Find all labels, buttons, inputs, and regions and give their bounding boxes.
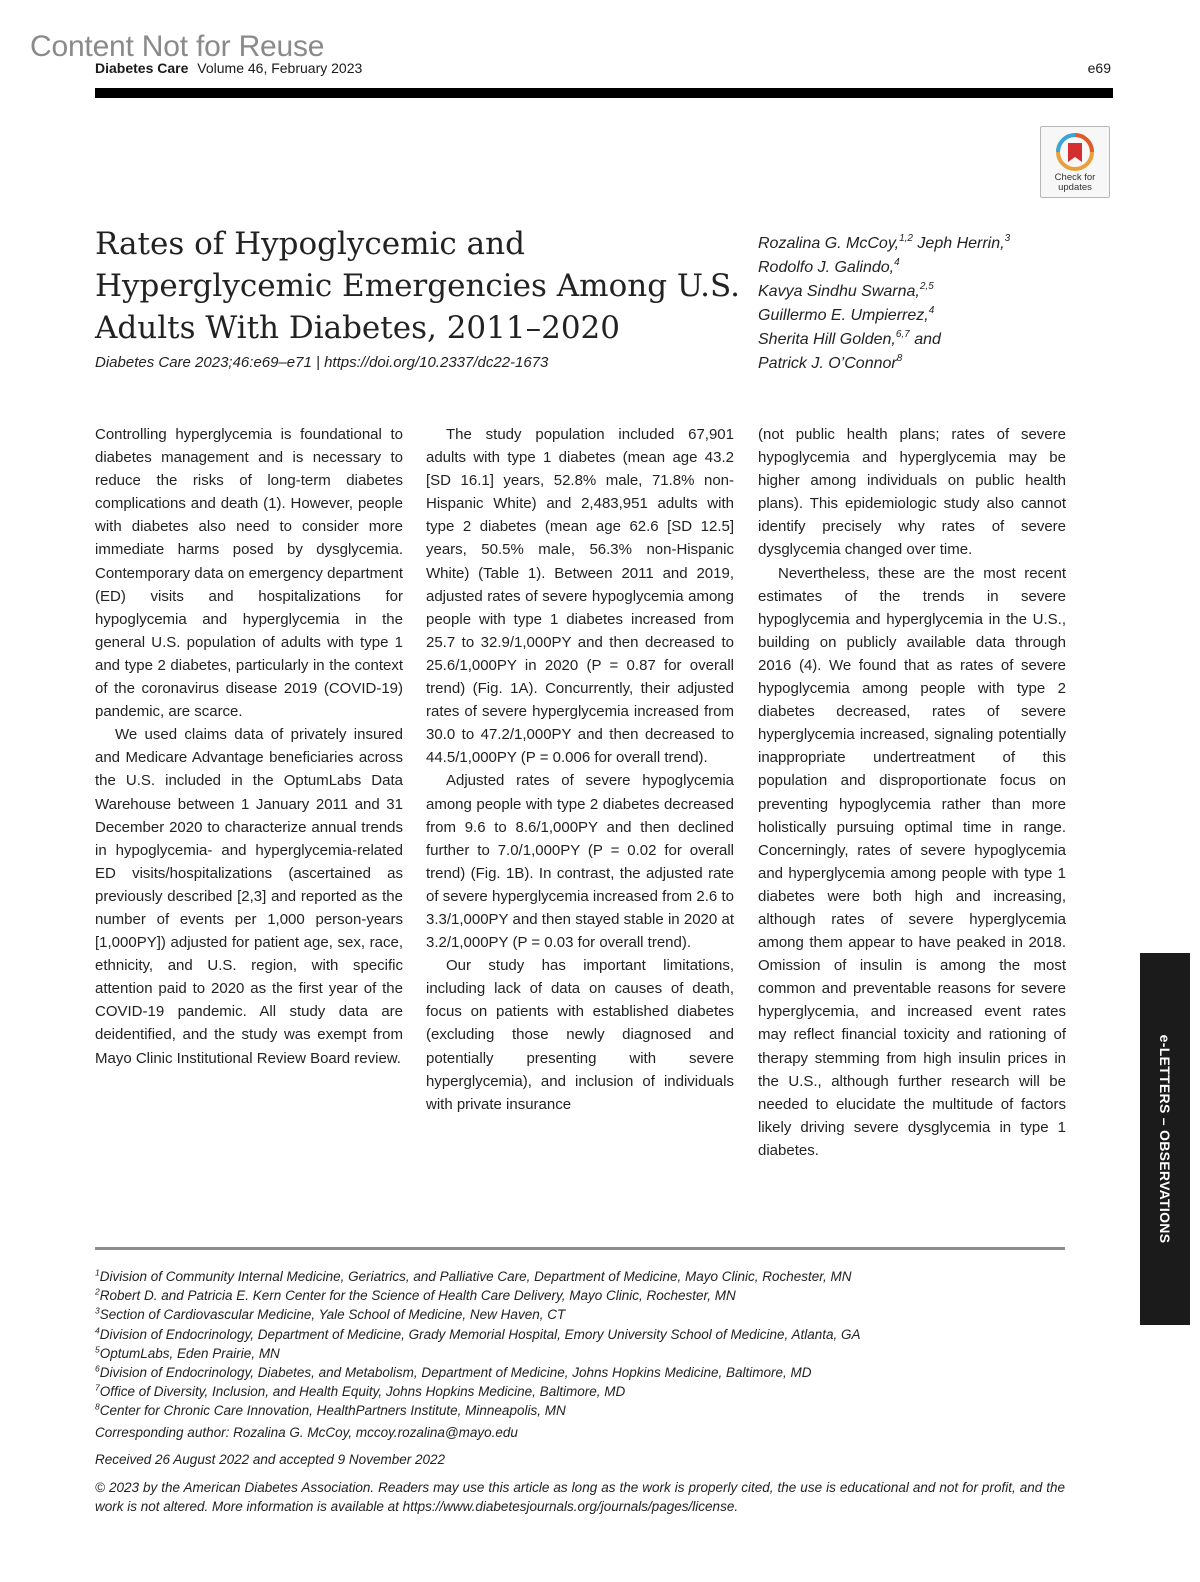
title-line: Adults With Diabetes, 2011–2020 <box>95 310 620 346</box>
author-line <box>758 256 1010 280</box>
badge-label: Check for updates <box>1054 172 1096 193</box>
affiliation: $^4$Division of Endocrinology, Department of Medicine, Grady Memorial Hospital, Emory University School of Medicine, Atlanta, GA <box>95 1325 861 1342</box>
author-line <box>758 304 1010 328</box>
author-name: Sherita Hill Golden, <box>758 331 896 348</box>
paragraph: Our study has important limitations, including lack of data on causes of death, focus on patients with established diabetes (excluding those newly diagnosed and potentially presenting with severe hyperglycemia), and inclusion of individuals with private insurance <box>426 957 734 1113</box>
author-affil-sup: 4 <box>928 304 935 316</box>
footnote-rule <box>95 1247 1065 1250</box>
affiliation: $^6$Division of Endocrinology, Diabetes, and Metabolism, Department of Medicine, Johns Hopkins Medicine, Baltimore, MD <box>95 1363 812 1381</box>
author-list <box>758 232 1010 376</box>
watermark: Content Not for Reuse <box>30 30 325 63</box>
copyright-notice: © 2023 by the American Diabetes Association. Readers may use this article as long as the work is properly cited, the use is educational and not for profit, and the work is not altered. More information is available at https://www.diabetesjournals.org/journals/pages/license. <box>95 1480 1065 1514</box>
author-name: Kavya Sindhu Swarna, <box>758 283 920 300</box>
body-column-3 <box>758 423 1066 1162</box>
affiliation: $^1$Division of Community Internal Medicine, Geriatrics, and Palliative Care, Department of Medicine, Mayo Clinic, Rochester, MN <box>95 1267 852 1284</box>
author-conjunction: and <box>909 331 941 348</box>
article-title <box>95 223 745 349</box>
affiliation: $^2$Robert D. and Patricia E. Kern Center for the Science of Health Care Delivery, Mayo Clinic, Rochester, MN <box>95 1286 736 1304</box>
author-line <box>758 328 1010 352</box>
received-date: Received 26 August 2022 and accepted 9 November 2022 <box>95 1452 445 1467</box>
check-for-updates-badge[interactable] <box>1040 126 1110 198</box>
author-affil-sup: 8 <box>896 352 903 364</box>
author-affil-sup: 1,2 <box>899 232 913 244</box>
author-affil-sup: 3 <box>1004 232 1011 244</box>
author-line <box>758 280 1010 304</box>
author-affil-sup: 6,7 <box>895 328 910 340</box>
running-head <box>95 60 362 76</box>
author-name: Jeph Herrin, <box>912 235 1005 252</box>
author-name: Patrick J. O’Connor <box>758 355 897 372</box>
affiliation: $^7$Office of Diversity, Inclusion, and Health Equity, Johns Hopkins Medicine, Baltimore, MD <box>95 1382 626 1400</box>
affiliations-list <box>95 1267 861 1421</box>
author-name: Guillermo E. Umpierrez, <box>758 307 929 324</box>
author-name: Rozalina G. McCoy, <box>758 235 900 252</box>
title-line: Hyperglycemic Emergencies Among U.S. <box>95 268 741 304</box>
paragraph: Controlling hyperglycemia is foundational to diabetes management and is necessary to reduce the risks of long-term diabetes complications and death (1). However, people with diabetes also need to consider more immediate harms posed by dysglycemia. Contemporary data on emergency department (ED) visits and hospitalizations for hypoglycemia and hyperglycemia in the general U.S. population of adults with type 1 and type 2 diabetes, particularly in the context of the coronavirus disease 2019 (COVID-19) pandemic, are scarce. <box>95 426 403 721</box>
author-affil-sup: 2,5 <box>919 280 934 292</box>
citation-doi[interactable]: Diabetes Care 2023;46:e69–e71 | https://doi.org/10.2337/dc22-1673 <box>95 354 549 371</box>
body-column-1 <box>95 423 403 1070</box>
author-line <box>758 352 1010 376</box>
affiliation: $^8$Center for Chronic Care Innovation, HealthPartners Institute, Minneapolis, MN <box>95 1401 566 1419</box>
journal-volume: Volume 46, February 2023 <box>197 60 363 76</box>
author-affil-sup: 4 <box>894 256 900 268</box>
body-column-2 <box>426 423 734 1116</box>
journal-name: Diabetes Care <box>95 60 189 76</box>
paragraph: (not public health plans; rates of severe hypoglycemia and hyperglycemia may be higher among individuals on public health plans). This epidemiologic study also cannot identify precisely why rates of severe dysglycemia changed over time. <box>758 426 1066 559</box>
author-line <box>758 232 1010 256</box>
page-number: e69 <box>1087 60 1111 76</box>
paragraph: Adjusted rates of severe hypoglycemia among people with type 2 diabetes decreased from 9.6 to 8.6/1,000PY and then declined further to 7.0/1,000PY (P = 0.02 for overall trend) (Fig. 1B). In contrast, the adjusted rate of severe hyperglycemia increased from 2.6 to 3.3/1,000PY and then stayed stable in 2020 at 3.2/1,000PY (P = 0.03 for overall trend). <box>426 772 734 952</box>
author-name: Rodolfo J. Galindo, <box>758 259 895 276</box>
section-side-tab <box>1140 953 1190 1325</box>
affiliation: $^3$Section of Cardiovascular Medicine, Yale School of Medicine, New Haven, CT <box>95 1305 566 1323</box>
paragraph: Nevertheless, these are the most recent estimates of the trends in severe hypoglycemia and hyperglycemia in the U.S., building on publicly available data through 2016 (4). We found that as rates of severe hypoglycemia among people with type 2 diabetes decreased, rates of severe hyperglycemia increased, signaling potentially inappropriate undertreatment of this population and disproportionate focus on preventing hypoglycemia rather than more holistically pursuing optimal time in range. Concerningly, rates of severe hypoglycemia and hyperglycemia among people with type 1 diabetes were both high and increasing, although rates of severe hyperglycemia among them appear to have peaked in 2018. Omission of insulin is among the most common and preventable reasons for severe hyperglycemia, and increased event rates may reflect financial toxicity and rationing of therapy stemming from high insulin prices in the U.S., although further research will be needed to elucidate the multitude of factors likely driving severe dysglycemia in type 1 diabetes. <box>758 564 1066 1159</box>
affiliation: $^5$OptumLabs, Eden Prairie, MN <box>95 1344 280 1361</box>
header-rule <box>95 88 1113 98</box>
paragraph: We used claims data of privately insured and Medicare Advantage beneficiaries across the U.S. included in the OptumLabs Data Warehouse between 1 January 2011 and 31 December 2020 to characterize annual trends in hypoglycemia- and hyperglycemia-related ED visits/hospitalizations (ascertained as previously described [2,3] and reported as the number of events per 1,000 person-years [1,000PY]) adjusted for patient age, sex, race, ethnicity, and U.S. region, with specific attention paid to 2020 as the first year of the COVID-19 pandemic. All study data are deidentified, and the study was exempt from Mayo Clinic Institutional Review Board review. <box>95 726 403 1067</box>
title-line: Rates of Hypoglycemic and <box>95 226 525 262</box>
paragraph: The study population included 67,901 adults with type 1 diabetes (mean age 43.2 [SD 16.1] years, 52.8% male, 71.8% non-Hispanic White) and 2,483,951 adults with type 2 diabetes (mean age 62.6 [SD 12.5] years, 50.5% male, 56.3% non-Hispanic White) (Table 1). Between 2011 and 2019, adjusted rates of severe hypoglycemia among people with type 1 diabetes increased from 25.7 to 32.9/1,000PY and then decreased to 25.6/1,000PY in 2020 (P = 0.87 for overall trend) (Fig. 1A). Concurrently, their adjusted rates of severe hyperglycemia increased from 30.0 to 47.2/1,000PY and then decreased to 44.5/1,000PY (P = 0.006 for overall trend). <box>426 426 734 767</box>
bookmark-icon <box>1055 132 1095 172</box>
side-tab-label: e-LETTERS – OBSERVATIONS <box>1157 1034 1173 1244</box>
corresponding-author: Corresponding author: Rozalina G. McCoy, mccoy.rozalina@mayo.edu <box>95 1425 518 1440</box>
